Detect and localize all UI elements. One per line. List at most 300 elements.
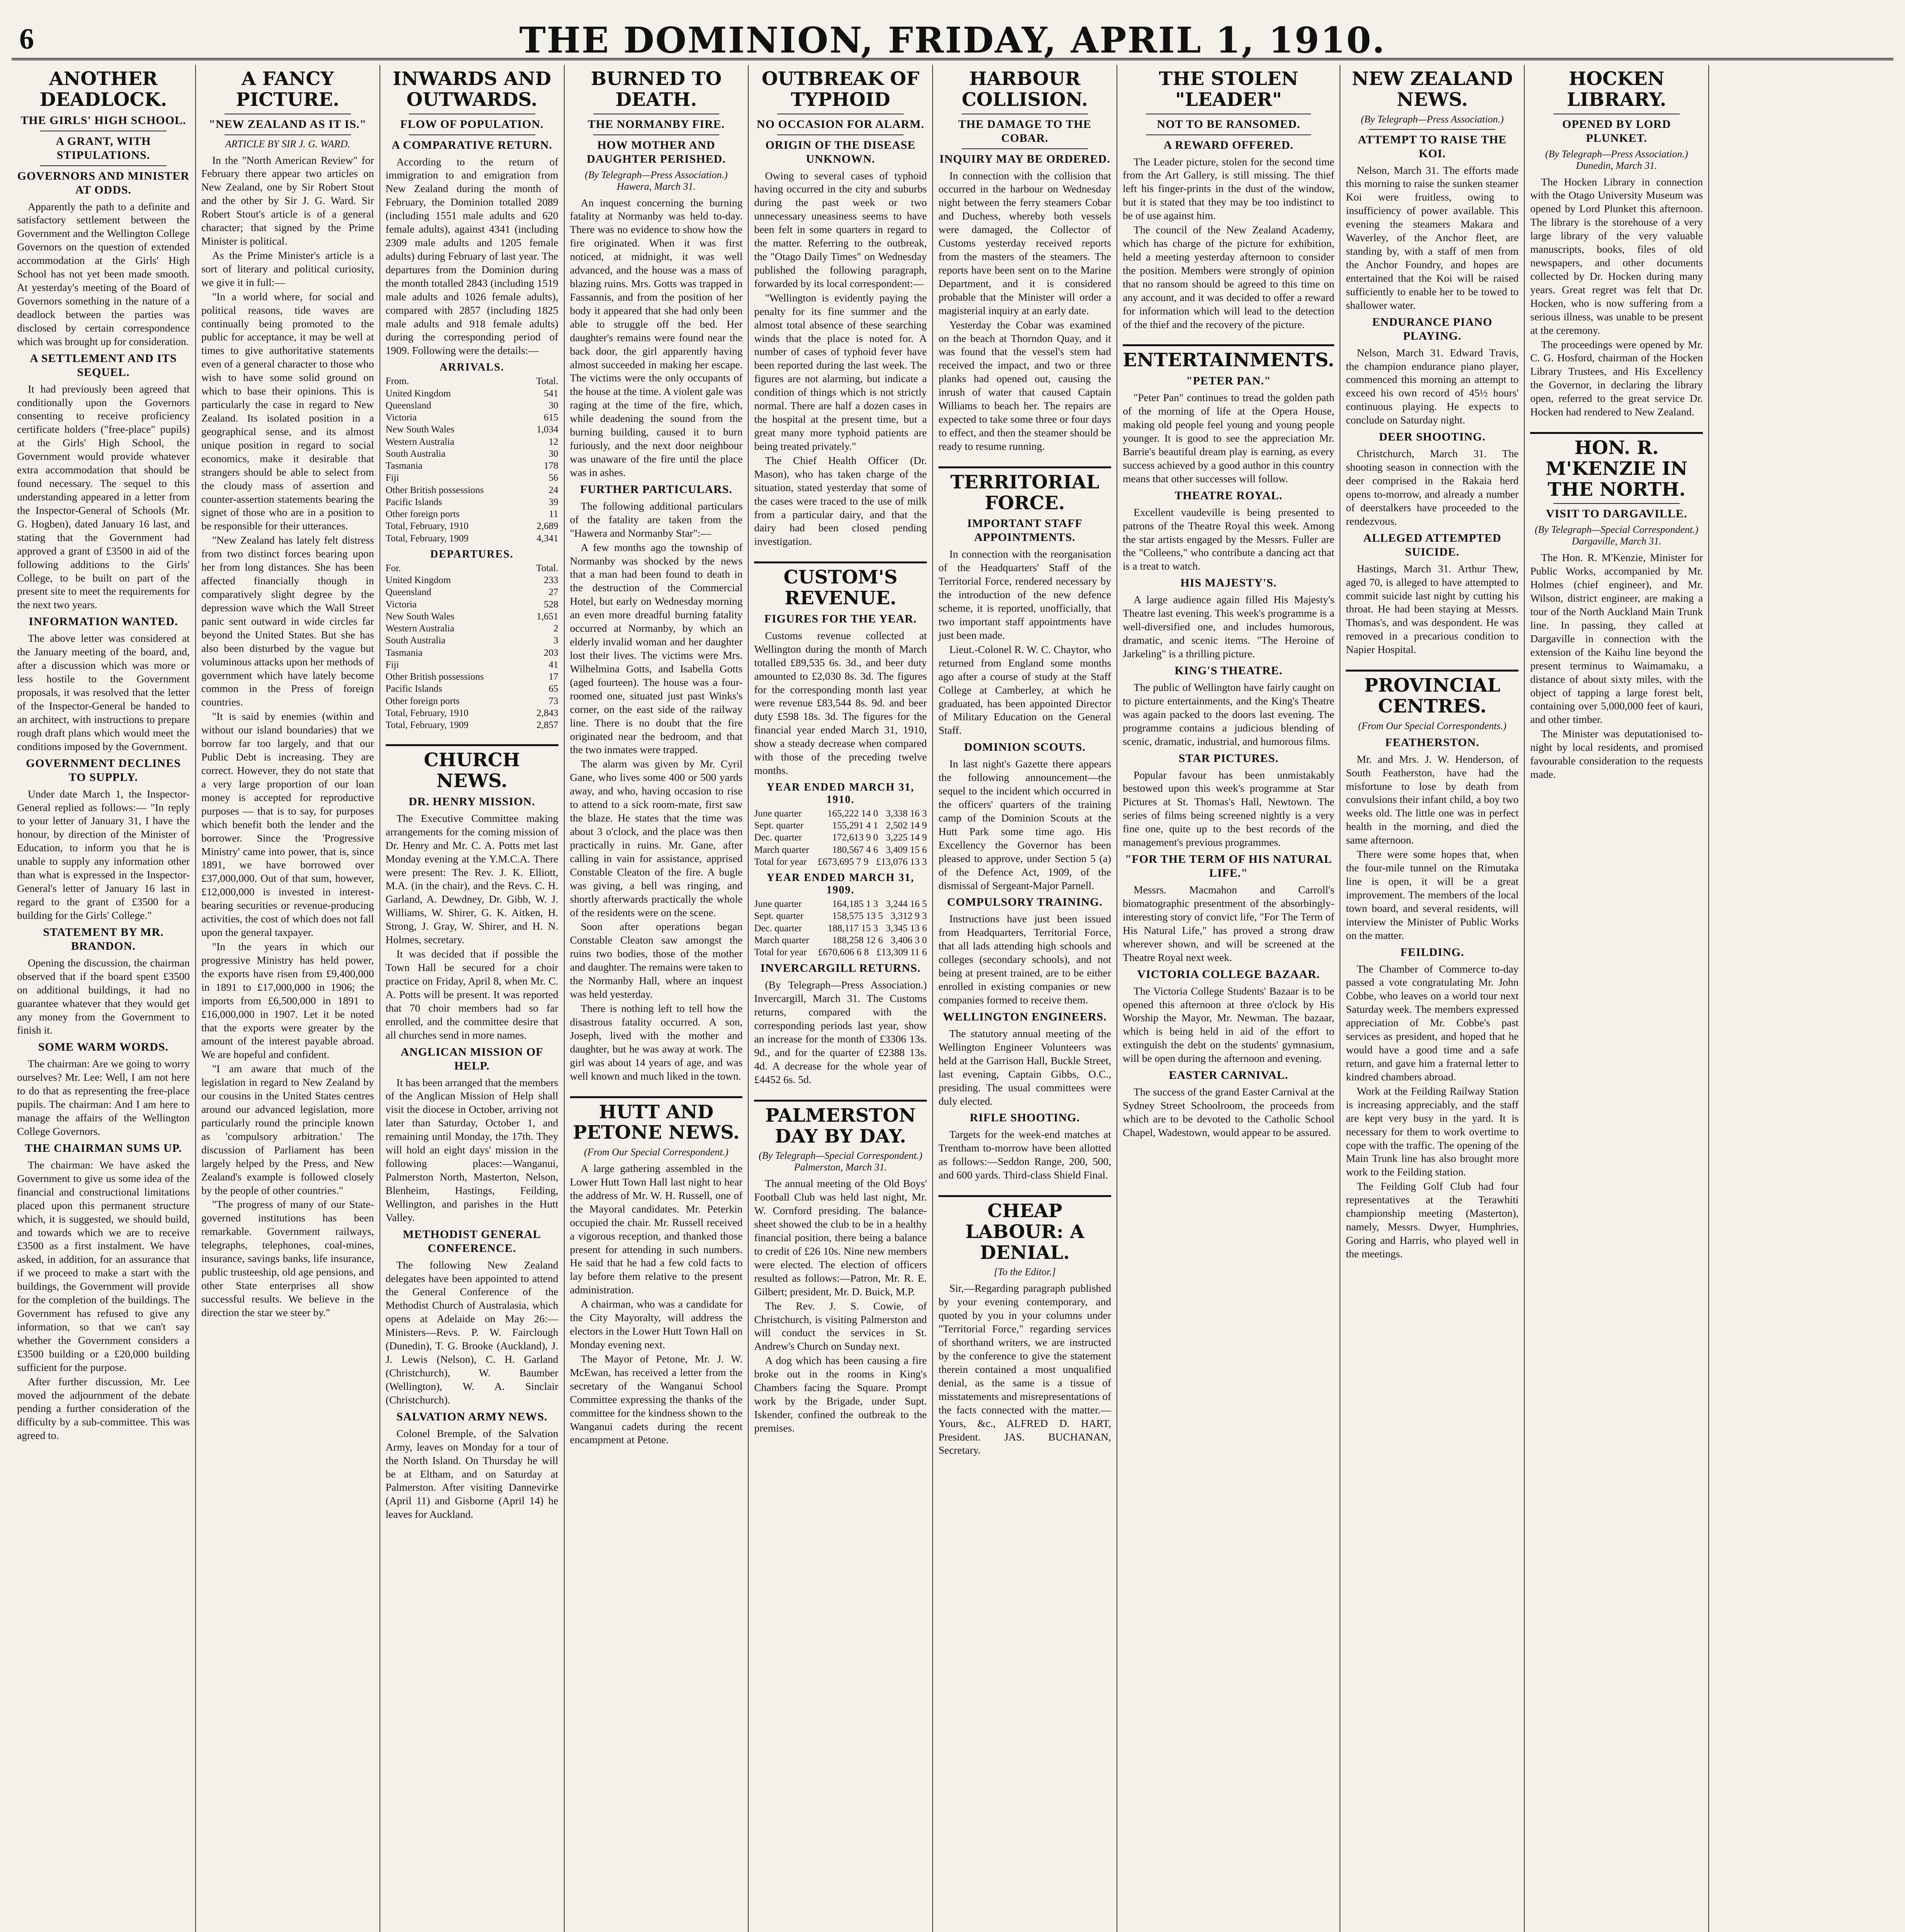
section-heading: FURTHER PARTICULARS. [580,483,732,496]
table-cell: 2,857 [536,720,558,731]
subheading: NO OCCASION FOR ALARM. [756,117,924,131]
table-cell: Tasmania [385,461,423,471]
section-heading: STATEMENT BY MR. BRANDON. [43,925,164,952]
table-cell: 3,345 13 6 [885,923,927,934]
table-cell: 2 [553,623,558,634]
section-heading: FEATHERSTON. [1385,736,1479,749]
table-cell: 2,502 14 9 [885,820,927,831]
table-cell: Total, February, 1909 [385,720,469,731]
table-row [386,460,558,472]
paragraph: The statutory annual meeting of the Wellington Engineer Volunteers was held at the Garrison Hall, Buckle Street, last evening, Captain Gibbs, O.C., presiding. The usual committees were duly elected. [938,1027,1112,1107]
article-inwards-outwards [386,69,558,731]
table-title: YEAR ENDED MARCH 31, 1910. [766,781,914,806]
article-body [17,200,190,1443]
paragraph: Yesterday the Cobar was examined on the beach at Thorndon Quay, and it was found that the vessel's stem had received the impact, and two or three planks had opened out, causing the inrush of water that caused Captain Williams to beach her. The repairs are expected to take some three or four days to effect, and then the steamer should be ready to resume running. [938,318,1112,452]
article-body [938,548,1111,1182]
table-header-cell: Total. [536,376,558,387]
article-body [386,155,558,358]
paragraph: Apparently the path to a definite and satisfactory settlement between the Government and the Wellington College Governors on the question of extended accommodation at the Girls' High School has not yet been made smooth. At yesterday's meeting of the Board of Governors something in the nature of a deadlock between the parties was disclosed by certain correspondence which was brought up for consideration. [17,200,190,347]
headline: PROVINCIAL CENTRES. [1364,675,1500,717]
paragraph: (By Telegraph—Press Association.) Invercargill, March 31. The Customs returns, compared with the corresponding periods last year, show an increase for the month of £3306 13s. 9d., and for the quarter of £2388 13s. 4d. A decrease for the whole year of £4452 6s. 5d. [754,979,927,1085]
section-heading: GOVERNMENT DECLINES TO SUPPLY. [26,757,181,784]
table-row [754,934,927,946]
section-divider [1123,344,1334,346]
table-cell: New South Wales [385,424,455,435]
paragraph: The Executive Committee making arrangements for the coming mission of Dr. Henry and Mr. C. A. Potts met last Monday evening at the Y.M.C.A. There were present: The Rev. J. K. Elliott, M.A. (in the chair), and the Revs. C. H. Garland, A. Dewdney, Dr. Gibb, W. J. Williams, W. Shirer, G. K. Aitken, H. Strong, J. Gray, W. Shirer, and H. N. Holmes, secretary. [385,812,558,946]
table-cell: South Australia [385,448,446,459]
subheading: THE NORMANBY FIRE. [587,117,725,131]
table-cell: United Kingdom [385,575,451,586]
table-row [386,611,558,622]
byline: ARTICLE BY SIR J. G. WARD. [225,138,350,150]
table-cell: 615 [544,412,558,423]
paragraph: The following additional particulars of the fatality are taken from the "Hawera and Normanby Star":— [570,500,743,539]
section-divider [1530,432,1703,434]
headline: A FANCY PICTURE. [236,68,339,111]
table-cell: Sept. quarter [754,911,804,922]
table-cell: 2,843 [536,707,558,718]
paragraph: It had previously been agreed that conditionally upon the Governors consenting to receive proficiency certificate holders ("free-place" pupils) at the Girls' High School, the Government would provide whatever extra accommodation that should be found necessary. The sequel to this understanding appeared in a letter from the Inspector-General of Schools (Mr. G. Hogben), dated January 16 last, and stating that the Government had approved a grant of £3500 in aid of the following additions to the Girls' College, to be built on part of the present site to meet the requirements for the next two years. [17,383,190,611]
subheading: NOT TO BE RANSOMED. [1157,117,1301,131]
section-heading: INVERCARGILL RETURNS. [760,962,921,975]
table-total-row [386,707,558,719]
section-heading: "FOR THE TERM OF HIS NATURAL LIFE." [1125,853,1332,880]
section-heading: HIS MAJESTY'S. [1180,577,1277,590]
paragraph: It was decided that if possible the Town Hall be secured for a choir practice on Friday, April 8, when Mr. C. A. Potts will be present. It was reported that 70 choir members had so far enrolled, and the committee desire that all churches send in more names. [385,948,558,1041]
paragraph: The Mayor of Petone, Mr. J. W. McEwan, has received a letter from the secretary of the Wanganui School Committee expressing the thanks of the committee for the kindness shown to the Wanganui cadets during the recent encampment at Petone. [570,1352,743,1446]
byline: (From Our Special Correspondent.) [584,1146,729,1158]
table-cell: Total for year [754,856,807,867]
table-cell: 203 [544,647,558,658]
table-cell: Total, February, 1910 [385,707,469,718]
paragraph: The alarm was given by Mr. Cyril Gane, who lives some 400 or 500 yards away, and who, having occasion to rise to attend to a sick room-mate, first saw the blaze. He states that the time was about 3 o'clock, and the place was then practically in ruins. Mr. Gane, after calling in vain for assistance, apprised Constable Cleaton of the fire. A bugle was giving, a bell was ringing, and shortly afterwards practically the whole of the residents were on the scene. [570,758,743,918]
table-cell: Fiji [385,659,399,670]
table-cell: 3,244 16 5 [885,899,927,910]
section-heading: SOME WARM WORDS. [38,1041,169,1054]
table-cell: 24 [548,485,558,495]
table-cell: 41 [548,659,558,670]
paragraph: The Chamber of Commerce to-day passed a vote congratulating Mr. John Cobbe, who leaves on a world tour next Saturday week. The members expressed appreciation of Mr. Cobbe's past services as president, and hoped that he would have a good time and a safe return, and gave him a fraternal letter to kindred chambers abroad. [1346,963,1519,1083]
table-cell: 164,185 1 3 [832,899,878,910]
table-cell: March quarter [754,935,809,946]
paragraph: "Wellington is evidently paying the penalty for its fine summer and the almost total absence of these searching winds that the place is noted for. A number of cases of typhoid fever have been reported during the last week. The figures are not alarming, but indicate a condition of things which is not strictly normal. There are half a dozen cases in the hospital at the present time, but a great many more typhoid patients are being treated privately." [754,291,927,452]
section-heading: FEILDING. [1400,946,1464,959]
table-row [386,436,558,448]
section-heading: "PETER PAN." [1186,374,1271,388]
article-hocken-library [1530,69,1703,419]
paragraph: Customs revenue collected at Wellington during the month of March totalled £89,535 6s. 3d., and beer duty amounted to £2,030 8s. 3d. The figures for the corresponding month last year were revenue £83,544 8s. 9d. and beer duty £598 18s. 3d. The figures for the financial year ended March 31, 1910, show a steady decrease when compared with those of the preceding twelve months. [754,629,927,777]
paragraph: "I am aware that much of the legislation in regard to New Zealand by our cousins in the United States centres around our advanced legislation, more particularly round the principle known as 'compulsory arbitration.' The discussion of Parliament has been largely helped by the Press, and New Zealand's example is followed closely by the people of other countries." [201,1063,374,1196]
article-body [386,812,558,1521]
column-9 [1525,65,1709,1932]
subheading: INQUIRY MAY BE ORDERED. [939,152,1110,165]
headline: ENTERTAINMENTS. [1123,349,1335,371]
table-row [386,412,558,423]
headline: OUTBREAK OF TYPHOID [761,68,919,111]
subheading: FIGURES FOR THE YEAR. [764,612,917,625]
paragraph: "New Zealand has lately felt distress from two distinct forces bearing upon her from long distances. She has been affected financially though in comparatively slight degree by the depression wave which the Wall Street panic sent outward in wide circles far beyond the United States. But she has also been disturbed by the vague but voluminous attacks upon her methods of government which have lately become common in the Press of foreign countries. [201,534,374,708]
table-cell: Queensland [385,587,431,598]
article-cheap-labour [938,1201,1111,1457]
subheading: A REWARD OFFERED. [1163,138,1294,151]
section-heading: DEER SHOOTING. [1379,430,1486,444]
subheading: HOW MOTHER AND DAUGHTER PERISHED. [587,138,726,165]
table-row [386,472,558,484]
table-header [386,375,558,387]
column-5 [749,65,933,1932]
subheading: VISIT TO DARGAVILLE. [1546,507,1687,520]
table-cell: Victoria [385,599,417,610]
section-divider [570,1096,743,1098]
table-cell: Other British possessions [385,485,484,495]
article-body [1123,155,1334,332]
table-cell: South Australia [385,635,446,646]
table-cell: 188,258 12 6 [832,935,883,946]
article-body [1346,164,1519,657]
table-cell: 3,312 9 3 [890,911,927,922]
byline: (By Telegraph—Press Association.) [1361,113,1504,125]
section-divider [754,561,927,563]
table-row [386,388,558,400]
paragraph: Popular favour has been unmistakably bestowed upon this week's programme at Star Pictures at St. Thomas's Hall, Newtown. The series of films being screened nightly is a very fine one, quite up to the best records of the management's previous programmes. [1123,769,1335,849]
article-provincial-centres [1346,675,1519,1261]
headline: PALMERSTON DAY BY DAY. [765,1104,916,1147]
table-cell: 56 [548,473,558,483]
paragraph: A dog which has been causing a fire broke out in the rooms in King's Chambers facing the Square. Prompt work by the Brigade, under Supt. Iskender, confined the outbreak to the premises. [754,1354,927,1434]
table-cell: 1,034 [536,424,558,435]
table-cell: £670,606 6 8 [818,947,869,958]
article-body [1123,391,1334,1139]
arrivals-table [386,388,558,520]
section-heading: COMPULSORY TRAINING. [947,896,1103,909]
paragraph: The Rev. J. S. Cowie, of Christchurch, is visiting Palmerston and will conduct the services in St. Andrew's Church on Sunday next. [754,1299,927,1352]
revenue-table-1910 [754,808,927,856]
table-cell: Western Australia [385,436,455,447]
article-body [570,196,743,1083]
paragraph: Targets for the week-end matches at Trentham to-morrow have been allotted as follows:—Seddon Range, 200, 500, and 600 yards. Third-class Shield Final. [938,1128,1112,1181]
paragraph: The Victoria College Students' Bazaar is to be opened this afternoon at three o'clock by His Worship the Mayor, Mr. Newman. The bazaar, which is being held in aid of the effort to extinguish the debt on the students' gymnasium, will be open during the afternoon and evening. [1123,985,1335,1065]
table-row [386,586,558,598]
table-row [386,599,558,611]
table-cell: June quarter [754,899,802,910]
paragraph: Mr. and Mrs. J. W. Henderson, of South Featherston, have had the misfortune to lose by death from convulsions their infant child, a boy two weeks old. The little one was in perfect health in the morning, and died the same afternoon. [1346,753,1519,846]
table-cell: Sept. quarter [754,820,804,831]
headline: BURNED TO DEATH. [591,68,722,111]
article-entertainments [1123,350,1334,1139]
masthead [12,15,1893,60]
table-cell: Other foreign ports [385,696,460,706]
paragraph: There were some hopes that, when the four-mile tunnel on the Rimutaka line is open, it will be a great improvement. The members of the local town board, and several residents, will interview the Minister of Public Works on the matter. [1346,848,1519,941]
paragraph: The council of the New Zealand Academy, which has charge of the picture for exhibition, held a meeting yesterday afternoon to consider the position. Members were strongly of opinion that no ransom should be agreed to this time on any account, and it was decided to offer a reward for information which will lead to the detection of the thief and the recovery of the picture. [1123,224,1335,330]
headline: HOCKEN LIBRARY. [1567,68,1667,111]
table-cell: 3,225 14 9 [885,832,927,843]
section-heading: SALVATION ARMY NEWS. [396,1410,548,1423]
section-divider [1346,670,1519,672]
section-heading: EASTER CARNIVAL. [1169,1069,1289,1082]
subheading: THE GIRLS' HIGH SCHOOL. [20,114,186,127]
article-church-news [386,750,558,1521]
headline: HARBOUR COLLISION. [962,68,1088,111]
table-cell: Other foreign ports [385,509,460,520]
section-heading: VICTORIA COLLEGE BAZAAR. [1137,968,1320,981]
table-cell: Fiji [385,473,399,483]
divider [777,134,904,135]
paragraph: In the "North American Review" for February there appear two articles on New Zealand, one by Sir Robert Stout and the other by Sir J. G. Ward. Sir Robert Stout's article is of a general character; that signed by the Prime Minister is political. [201,154,374,247]
table-cell: Tasmania [385,647,423,658]
paragraph: Under date March 1, the Inspector-General replied as follows:— "In reply to your letter of January 31, I have the honour, by direction of the Minister of Education, to inform you that he is unable to supply any information other than what is expressed in the Inspector-General's letter of January 16 last in regard to the grant of £3500 for a building for the Girls' College." [17,787,190,921]
article-nz-news [1346,69,1519,656]
paragraph: Opening the discussion, the chairman observed that if the board spent £3500 on additional buildings, it had no guarantee whatever that they would get any money from the Government to finish it. [17,956,190,1036]
column-4 [565,65,749,1932]
paragraph: "The progress of many of our State-governed institutions has been remarkable. Government railways, telegraphs, telephones, coal-mines, insurance, savings banks, life insurance, public trusteeship, old age pensions, and other State enterprises all show successful results. We believe in the direction the star we steer by." [201,1198,374,1318]
paragraph: Messrs. Macmahon and Carroll's biomatographic presentment of the absorbingly-interesting story of convict life, "For The Term of His Natural Life," has proved a strong draw wherever shown, and will be screened at the Theatre Royal next week. [1123,884,1335,963]
section-heading: WELLINGTON ENGINEERS. [943,1010,1107,1023]
table-cell: March quarter [754,844,809,855]
table-header [386,562,558,574]
table-row [386,423,558,435]
headline: NEW ZEALAND NEWS. [1352,68,1513,111]
headline: CUSTOM'S REVENUE. [783,566,898,609]
section-heading: A SETTLEMENT AND ITS SEQUEL. [30,352,177,379]
paragraph: A few months ago the township of Normanby was shocked by the news that a man had been found to death in the destruction of the Commercial Hotel, but early on Wednesday morning an even more dreadful burning fatality occurred at Normanby, by which an elderly invalid woman and her daughter lost their lives. The victims were Mrs. Wilhelmina Gotts, and Isabella Gotts (aged fourteen). The house was a four-roomed one, situated just past Winks's corner, on the east side of the railway line. There is no doubt that the fire originated near the bedroom, and that the two inmates were trapped. [570,541,743,756]
table-cell: 541 [544,388,558,399]
paragraph: In connection with the collision that occurred in the harbour on Wednesday night between the ferry steamers Cobar and Duchess, whereby both vessels were damaged, the Collector of Customs yesterday received reports from the masters of the steamers. The reports have been sent on to the Marine Department, and it is considered probable that the Minister will order a magisterial inquiry at an early date. [938,169,1112,316]
paragraph: Sir,—Regarding paragraph published by your evening contemporary, and quoted by you in your columns under "Territorial Force," regarding services of shorthand writers, we are instructed by the conference to give the statement therein contained a most unqualified denial, as the same is a tissue of misstatements and misrepresentations of the facts connected with the matter.—Yours, &c., ALFRED D. HART, President. JAS. BUCHANAN, Secretary. [938,1282,1112,1456]
paragraph: Nelson, March 31. Edward Travis, the champion endurance piano player, commenced this morning an attempt to exceed his own record of 45½ hours' continuous playing. He expects to conclude on Saturday night. [1346,346,1519,426]
paragraph: Soon after operations began Constable Cleaton saw amongst the ruins two bodies, those of the mother and daughter. The remains were taken to the Normanby Hall, where an inquest was held yesterday. [570,920,743,1000]
paragraph: Owing to several cases of typhoid having occurred in the city and suburbs during the past week or two unnecessary uneasiness seems to have been felt in some quarters in regard to the matter. Referring to the outbreak, the "Otago Daily Times" on Wednesday published the following paragraph, forwarded by its local correspondent:— [754,169,927,289]
paragraph: The chairman: Are we going to worry ourselves? Mr. Lee: Well, I am not here to do that as representing the free-place pupils. The chairman: And I am here to manage the affairs of the Wellington College Governors. [17,1058,190,1137]
paragraph: "In the years in which our progressive Ministry has held power, the exports have risen from £9,400,000 in 1891 to £17,000,000 in 1906; the imports from £6,500,000 in 1891 to £16,000,000 in 1907. Let it be noted that the exports were greater by the amount of the interest payable abroad. We are hopeful and confident. [201,940,374,1061]
section-heading: THE CHAIRMAN SUMS UP. [25,1141,182,1155]
table-row [754,922,927,934]
section-divider [938,466,1111,468]
table-cell: 3 [553,635,558,646]
table-cell: June quarter [754,808,802,819]
byline: [To the Editor.] [994,1266,1056,1278]
table-cell: 2,689 [536,521,558,532]
table-cell: Queensland [385,400,431,411]
article-customs-revenue [754,567,927,1087]
table-row [386,683,558,695]
table-row [386,496,558,508]
newspaper-title: THE DOMINION, FRIDAY, APRIL 1, 1910. [519,19,1386,61]
article-fancy-picture [201,69,374,1320]
paragraph: The Hocken Library in connection with the Otago University Museum was opened by Lord Plunket this afternoon. The library is the storehouse of a very large library of the very valuable manuscripts, books, files of old newspapers, and other documents collected by Dr. Hocken during many years. Great regret was felt that Dr. Hocken, who is now suffering from a serious illness, was unable to be present at the ceremony. [1530,175,1703,336]
section-divider [386,744,558,746]
table-row [754,808,927,820]
divider [225,134,351,135]
table-cell: 155,291 4 1 [832,820,878,831]
table-cell: 12 [548,436,558,447]
paragraph: According to the return of immigration to and emigration from New Zealand during the month of February, the Dominion totalled 2089 (including 1551 male adults and 620 female adults), against 4341 (including 2309 male adults and 1205 female adults) during February of last year. The departures from the Dominion during the month totalled 2843 (including 1519 male adults and 1026 female adults), compared with 2857 (including 1825 male adults and 918 female adults) during the corresponding period of 1909. Following were the details:— [385,155,558,357]
byline: (By Telegraph—Special Correspondent.) Dargaville, March 31. [1535,524,1699,547]
article-body [1530,175,1703,419]
subheading: A COMPARATIVE RETURN. [392,138,552,151]
column-7 [1117,65,1340,1932]
table-title: YEAR ENDED MARCH 31, 1909. [766,872,914,896]
table-row [386,448,558,460]
table-cell: 172,613 9 0 [832,832,878,843]
paragraph: The Hon. R. M'Kenzie, Minister for Public Works, accompanied by Mr. Holmes (chief engineer), and Mr. Wilson, district engineer, are making a tour of the North Auckland Main Trunk line. In passing, they called at Dargaville in connection with the extension of the Kaihu line beyond the present terminus to Waimamaku, a distance of about sixty miles, with the object of tapping a large forest belt, containing over 5,000,000 feet of kauri, and other timber. [1530,551,1703,726]
paragraph: An inquest concerning the burning fatality at Normanby was held to-day. There was no evidence to show how the fire originated. When it was first noticed, at midnight, it was well advanced, and the house was a mass of blazing ruins. Mrs. Gotts was trapped in Fassannis, and from the position of her body it appeared that she had only been able to struggle off the bed. Her daughter's remains were found near the back door, the girl apparently having almost succeeded in making her escape. The victims were the only occupants of the house at the time. A violent gale was raging at the time of the fire, which, while deadening the sound from the burning building, caused it to burn furiously, and the next door neighbour was unaware of the fire until the place was in ashes. [570,196,743,478]
section-divider [938,1195,1111,1197]
table-total-row [754,856,927,868]
table-total-row [754,946,927,958]
paragraph: The following New Zealand delegates have been appointed to attend the General Conference of the Methodist Church of Australasia, which opens at Adelaide on May 26:—Ministers—Revs. P. W. Fairclough (Dunedin), T. G. Brooke (Auckland), J. J. Lewis (Nelson), C. H. Garland (Christchurch), W. Baumber (Wellington), W. A. Sinclair (Christchurch). [385,1259,558,1406]
section-heading: DOMINION SCOUTS. [964,741,1086,754]
article-body [938,169,1111,453]
page-number: 6 [19,23,34,55]
paragraph: The Chief Health Officer (Dr. Mason), who has taken charge of the situation, stated yesterday that some of the cases were traced to the use of milk from a particular dairy, and that the dairy had been closed pending investigation. [754,454,927,548]
headline: ANOTHER DEADLOCK. [39,68,167,111]
table-row [386,695,558,707]
section-divider [754,1100,927,1102]
article-territorial-force [938,472,1111,1182]
table-title-arrivals: ARRIVALS. [439,361,504,374]
paragraph: The Feilding Golf Club had four representatives at the Terawhiti championship meeting (Masterton), namely, Messrs. Dwyer, Humphries, Goring and Harris, who played well in the meetings. [1346,1180,1519,1260]
table-cell: £13,076 13 3 [876,856,927,867]
table-title-departures: DEPARTURES. [430,548,514,560]
byline: (By Telegraph—Press Association.) Dunedin, March 31. [1545,148,1688,171]
divider [962,148,1088,149]
subheading: GOVERNORS AND MINISTER AT ODDS. [17,169,190,196]
table-cell: Total, February, 1909 [385,533,469,544]
headline: CHURCH NEWS. [424,749,520,792]
section-heading: THEATRE ROYAL. [1175,489,1283,502]
article-body [754,629,927,777]
paragraph: Christchurch, March 31. The shooting season in connection with the deer comprised in the Rakaia herd opens to-morrow, and already a number of deerstalkers have proceeded to the rendezvous. [1346,447,1519,527]
headline: TERRITORIAL FORCE. [950,471,1100,514]
table-row [386,484,558,496]
paragraph: The public of Wellington have fairly caught on to picture entertainments, and the King's Theatre was again packed to the doors last evening. The programme contains a judicious blending of scenic, dramatic, industrial, and humorous films. [1123,681,1335,747]
headline: CHEAP LABOUR: A DENIAL. [965,1200,1084,1264]
table-row [386,508,558,520]
departures-table [386,574,558,707]
divider [40,165,167,166]
paragraph: A large audience again filled His Majesty's Theatre last evening. This week's programme is a well-diversified one, and includes humorous, dramatic, and scenic items. "The Heroine of Jarkeling" is a thrilling picture. [1123,594,1335,660]
article-another-deadlock [17,69,190,1442]
paragraph: The Leader picture, stolen for the second time from the Art Gallery, is still missing. The thief left his finger-prints in the dust of the window, but it is stated that they may be too indistinct to be of use against him. [1123,155,1335,222]
paragraph: The proceedings were opened by Mr. C. G. Hosford, chairman of the Hocken Library Trustees, and His Excellency the Governor, in declaring the library open, referred to the great service Dr. Hocken had rendered to New Zealand. [1530,338,1703,418]
paragraph: In last night's Gazette there appears the following announcement—the sequel to the incident which occurred in the officers' quarters of the training camp of the Dominion Scouts at the Hutt Park some time ago. His Excellency the Governor has been pleased to approve, under Section 5 (a) of the Defence Act, 1909, of the dismissal of Sergeant-Major Parnell. [938,758,1112,891]
column-3 [380,65,565,1932]
paragraph: Lieut.-Colonel R. W. C. Chaytor, who returned from England some months ago after a course of study at the Staff College at Camberley, at which he graduated, has been appointed Director of Military Education on the General Staff. [938,643,1112,736]
table-cell: New South Wales [385,611,455,622]
table-cell: 188,117 15 3 [827,923,878,934]
table-cell: Total for year [754,947,807,958]
table-cell: Other British possessions [385,672,484,682]
table-cell: 158,575 13 5 [832,911,883,922]
column-1 [12,65,196,1932]
article-palmerston [754,1105,927,1435]
subheading: A GRANT, WITH STIPULATIONS. [56,134,151,162]
table-row [386,622,558,634]
headline: THE STOLEN "LEADER" [1159,68,1299,111]
article-mckenzie-north [1530,438,1703,781]
table-row [386,574,558,586]
paragraph: Hastings, March 31. Arthur Thew, aged 70, is alleged to have attempted to commit suicide last night by cutting his throat. He had been staying at Messrs. Thomas's, and was despondent. He was removed in a precarious condition to Napier Hospital. [1346,562,1519,656]
divider [1553,503,1680,504]
divider [1369,129,1495,130]
article-body [938,1282,1111,1457]
table-cell: 180,567 4 6 [832,844,878,855]
paragraph: Instructions have just been issued from Headquarters, Territorial Force, that all lads attending high schools and colleges (secondary schools), and not being at present trained, are to be either enrolled in existing companies or new companies formed to receive them. [938,913,1112,1006]
article-burned-to-death [570,69,743,1083]
table-total-row [386,532,558,544]
column-8 [1340,65,1525,1932]
article-hutt-petone [570,1102,743,1447]
paragraph: The Minister was deputationised to-night by local residents, and promised favourable consideration to the requests made. [1530,728,1703,781]
article-typhoid [754,69,927,548]
table-row [754,844,927,856]
table-cell: Total, February, 1910 [385,521,469,532]
subheading: ORIGIN OF THE DISEASE UNKNOWN. [765,138,916,165]
paragraph: Nelson, March 31. The efforts made this morning to raise the sunken steamer Koi were fruitless, owing to insufficiency of power available. This evening the steamers Makara and Waverley, of the Anchor fleet, are standing by, with a staff of men from the Anchor Foundry, and hopes are entertained that the Koi will be raised sufficiently to enable her to be towed to shallower water. [1346,164,1519,311]
table-cell: 11 [549,509,558,520]
table-header-cell: Total. [536,563,558,573]
table-total-row [386,719,558,731]
table-cell: 27 [548,587,558,598]
table-total-row [386,520,558,532]
byline: (From Our Special Correspondents.) [1358,720,1507,731]
subheading: DR. HENRY MISSION. [409,795,535,808]
paragraph: "Peter Pan" continues to tread the golden path of the morning of life at the Opera House, making old people feel young and young people younger. It is good to see the appreciation Mr. Barrie's beautiful dream play is earning, as every success achieved by a good author in this country means that other successes will follow. [1123,391,1335,485]
subheading: IMPORTANT STAFF APPOINTMENTS. [967,517,1083,544]
paragraph: In connection with the reorganisation of the Headquarters' Staff of the Territorial Force, rendered necessary by the introduction of the new defence scheme, it is reported, unofficially, that two important staff appointments have just been made. [938,548,1112,641]
article-stolen-leader [1123,69,1334,331]
section-heading: ATTEMPT TO RAISE THE KOI. [1358,133,1507,160]
table-cell: 1,651 [536,611,558,622]
table-cell: Western Australia [385,623,455,634]
table-row [386,647,558,659]
paragraph: The annual meeting of the Old Boys' Football Club was held last night, Mr. W. Cornford presiding. The balance-sheet showed the club to be in a healthy financial position, there being a balance to credit of £26 10s. Nine new members were elected. The election of officers resulted as follows:—Patron, Mr. R. E. Gilbert; president, Mr. D. Buick, M.P. [754,1177,927,1298]
table-row [386,634,558,646]
table-cell: 30 [548,400,558,411]
table-cell: £13,309 11 6 [876,947,927,958]
byline: (By Telegraph—Special Correspondent.) Palmerston, March 31. [759,1150,923,1173]
divider [409,134,535,135]
section-heading: KING'S THEATRE. [1175,664,1283,677]
section-heading: RIFLE SHOOTING. [970,1111,1080,1124]
table-cell: Victoria [385,412,417,423]
subheading: FLOW OF POPULATION. [400,117,544,131]
table-row [754,832,927,844]
table-cell: 3,406 3 0 [890,935,927,946]
article-body [754,169,927,549]
table-row [754,910,927,922]
table-cell: Pacific Islands [385,497,443,507]
article-harbour-collision [938,69,1111,453]
table-header-cell: For. [385,563,401,573]
column-6 [933,65,1117,1932]
table-cell: 3,338 16 3 [885,808,927,819]
columns [12,65,1893,1932]
section-heading: ENDURANCE PIANO PLAYING. [1372,315,1493,342]
table-cell: £673,695 7 9 [817,856,868,867]
subheading: THE DAMAGE TO THE COBAR. [958,117,1091,145]
paragraph: A large gathering assembled in the Lower Hutt Town Hall last night to hear the address of Mr. W. H. Russell, one of the Mayoral candidates. Mr. Peterkin occupied the chair. Mr. Russell received a vigorous reception, and thanked those present for attending in such numbers. He said that he had a few cold facts to lay before them relative to the present administration. [570,1162,743,1296]
table-row [386,400,558,412]
paragraph: The success of the grand Easter Carnival at the Sydney Street Schoolroom, the proceeds from which are to be devoted to the Catholic School Chapel, Wadestown, would appear to be assured. [1123,1086,1335,1138]
table-cell: Dec. quarter [754,832,802,843]
headline: INWARDS AND OUTWARDS. [393,68,552,111]
paragraph: As the Prime Minister's article is a sort of literary and political curiosity, we give it in full:— [201,249,374,288]
table-cell: 233 [544,575,558,586]
revenue-table-1909 [754,898,927,946]
section-heading: INFORMATION WANTED. [29,615,178,628]
paragraph: The chairman: We have asked the Government to give us some idea of the financial and constructional limitations placed upon this permanent structure which, it is suggested, we should build, and towards which we are to receive £3500 as a first instalment. We have asked, in addition, for an assurance that if we proceed to make a start with the buildings, the Government will provide for the completion of the buildings. The Government has refused to give any information, so that we can't say whether the Government considers a £3500 building or a £20,000 building sufficient for the purpose. [17,1158,190,1373]
